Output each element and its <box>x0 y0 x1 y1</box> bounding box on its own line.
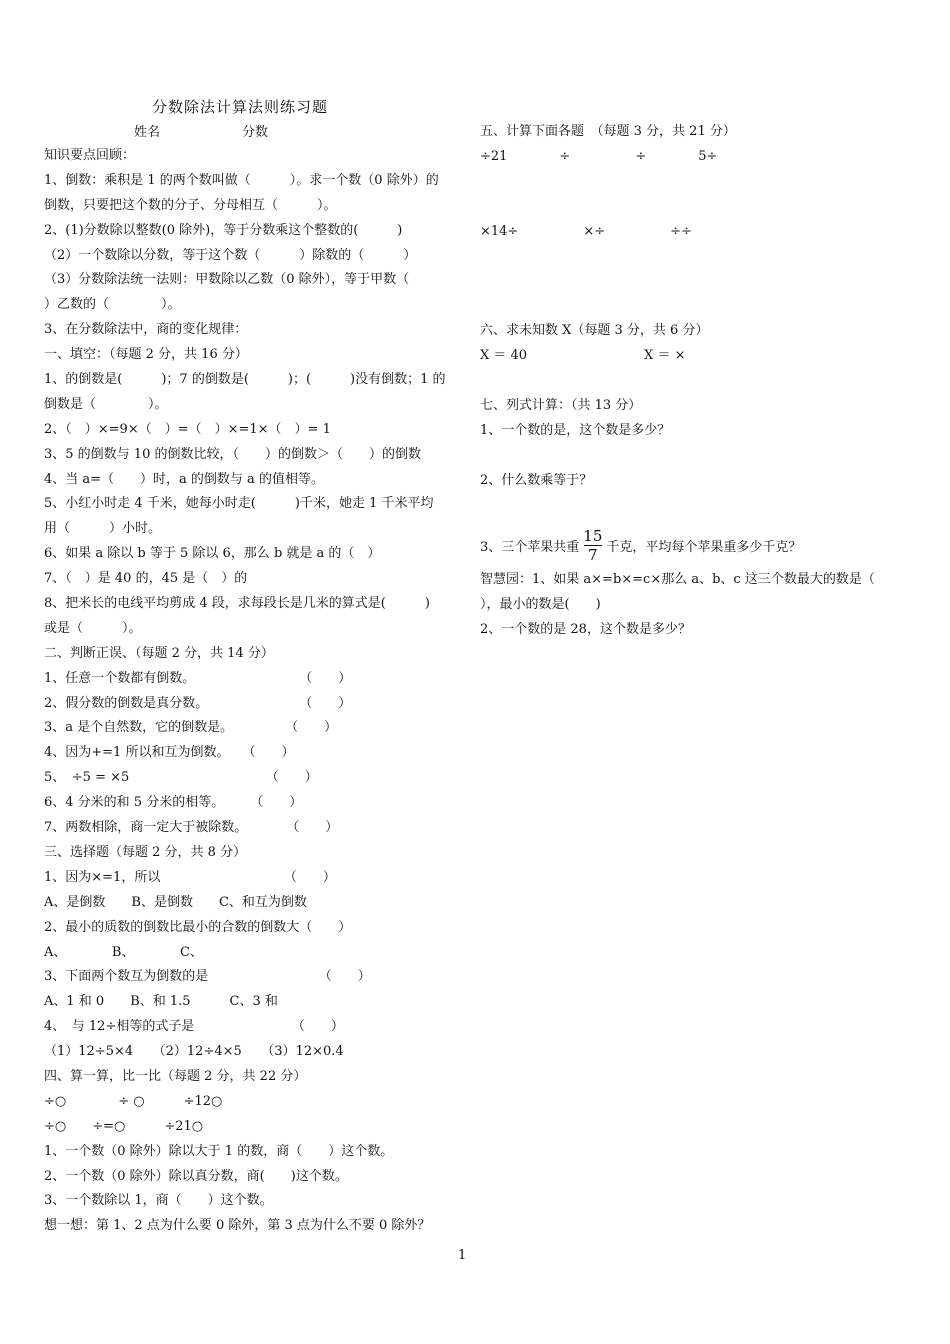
text-line: ÷21 ÷ ÷ 5÷ <box>480 148 718 164</box>
fraction <box>581 527 604 564</box>
text-line: 2、假分数的倒数是真分数。 （ ） <box>44 695 352 711</box>
section-heading: 三、选择题（每题 2 分，共 8 分） <box>44 844 247 860</box>
text-line: X ＝ 40 X ＝ × <box>480 348 686 364</box>
text-line: 7、两数相除，商一定大于被除数。 （ ） <box>44 820 339 836</box>
text-line: A、1 和 0 B、和 1.5 C、3 和 <box>44 994 278 1010</box>
blank-space <box>480 244 900 294</box>
text-line: 1、倒数：乘积是 1 的两个数叫做（ ）。求一个数（0 除外）的 <box>44 172 439 188</box>
text-line: 或是（ ）。 <box>44 620 142 636</box>
text-line: 7、（ ）是 40 的，45 是（ ）的 <box>44 571 248 587</box>
text-line: 想一想：第 1、2 点为什么要 0 除外，第 3 点为什么不要 0 除外？ <box>44 1218 431 1234</box>
left-column <box>44 144 454 1239</box>
text-line <box>480 522 900 568</box>
question-text: 3、三个苹果共重 <box>480 539 580 555</box>
text-line: 智慧园：1、如果 a×=b×=c×那么 a、b、c 这三个数最大的数是（ <box>480 572 875 588</box>
text-line: 6、4 分米的和 5 分米的相等。 （ ） <box>44 795 303 811</box>
text-line: A、是倒数 B、是倒数 C、和互为倒数 <box>44 894 307 910</box>
section-heading: 五、计算下面各题 （每题 3 分，共 21 分） <box>480 124 736 139</box>
text-line: 1、一个数的是，这个数是多少？ <box>480 422 671 438</box>
text-line: 6、如果 a 除以 b 等于 5 除以 6，那么 b 就是 a 的（ ） <box>44 546 381 562</box>
text-line: 1、因为×=1，所以 （ ） <box>44 869 336 885</box>
page-title: 分数除法计算法则练习题 <box>152 98 329 116</box>
text-line: 3、一个数除以 1，商（ ）这个数。 <box>44 1193 273 1209</box>
text-line: ÷○ ÷ ○ ÷12○ <box>44 1093 223 1109</box>
score-label: 分数 <box>242 125 269 140</box>
text-line: 8、把米长的电线平均剪成 4 段，求每段长是几米的算式是( ) <box>44 596 430 612</box>
question-text: 千克，平均每个苹果重多少千克？ <box>606 539 802 555</box>
text-line: 2、一个数（0 除外）除以真分数，商( )这个数。 <box>44 1168 348 1184</box>
section-heading: 六、求未知数 X（每题 3 分，共 6 分） <box>480 323 709 339</box>
text-line: 3、a 是个自然数，它的倒数是。 （ ） <box>44 720 338 736</box>
text-line: 2、什么数乘等于？ <box>480 472 593 488</box>
section-heading: 二、判断正误、（每题 2 分，共 14 分） <box>44 645 274 661</box>
text-line: 4、 与 12÷相等的式子是 （ ） <box>44 1019 344 1035</box>
text-line: 5、小红小时走 4 千米，她每小时走( )千米，她走 1 千米平均 <box>44 496 434 512</box>
text-line: 倒数，只要把这个数的分子、分母相互（ ）。 <box>44 197 337 213</box>
text-line: （2）一个数除以分数，等于这个数（ ）除数的（ ） <box>44 247 417 263</box>
text-line: 1、一个数（0 除外）除以大于 1 的数，商（ ）这个数。 <box>44 1143 394 1159</box>
text-line: 3、5 的倒数与 10 的倒数比较，（ ）的倒数＞（ ）的倒数 <box>44 446 421 462</box>
text-line: （1）12÷5×4 （2）12÷4×5 （3）12×0.4 <box>44 1044 344 1060</box>
blank-space <box>480 493 900 518</box>
blank-space <box>480 444 900 469</box>
text-line: 5、 ÷5 = ×5 （ ） <box>44 770 318 786</box>
text-line: 2、最小的质数的倒数比最小的合数的倒数大（ ） <box>44 919 352 935</box>
text-line: ）乙数的（ ）。 <box>44 297 181 313</box>
text-line: 2、（ ）×=9×（ ）=（ ）×=1×（ ）= 1 <box>44 421 331 437</box>
section-heading: 一、填空：（每题 2 分，共 16 分） <box>44 347 248 363</box>
blank-space <box>480 369 900 394</box>
text-line: 1、的倒数是( )；7 的倒数是( )；( )没有倒数；1 的 <box>44 372 446 388</box>
text-line: （3）分数除法统一法则：甲数除以乙数（0 除外），等于甲数（ <box>44 272 410 288</box>
text-line: 知识要点回顾： <box>44 148 136 163</box>
text-line: 4、因为+=1 所以和互为倒数。 （ ） <box>44 745 295 761</box>
text-line: 1、任意一个数都有倒数。 （ ） <box>44 670 352 686</box>
text-line: 倒数是（ ）。 <box>44 396 168 412</box>
text-line: 2、一个数的是 28，这个数是多少？ <box>480 622 691 638</box>
text-line: 3、在分数除法中，商的变化规律： <box>44 322 248 338</box>
text-line: 4、当 a=（ ）时，a 的倒数与 a 的值相等。 <box>44 471 324 487</box>
fraction-denominator: 7 <box>588 545 598 564</box>
blank-space <box>480 170 900 220</box>
text-line: ÷○ ÷=○ ÷21○ <box>44 1118 204 1134</box>
text-line: A、 B、 C、 <box>44 944 203 960</box>
name-label: 姓名 <box>134 125 161 140</box>
fraction-numerator: 15 <box>583 526 603 545</box>
section-heading: 七、列式计算：（共 13 分） <box>480 397 642 413</box>
text-line: 用（ ）小时。 <box>44 521 162 537</box>
text-line: 3、下面两个数互为倒数的是 （ ） <box>44 969 371 985</box>
right-column <box>480 120 900 643</box>
text-line: 2、(1)分数除以整数(0 除外)，等于分数乘这个整数的( ) <box>44 222 403 238</box>
page-number: 1 <box>458 1248 467 1263</box>
text-line: ×14÷ ×÷ ÷÷ <box>480 223 692 239</box>
blank-space <box>480 294 900 319</box>
section-heading: 四、算一算，比一比（每题 2 分，共 22 分） <box>44 1068 307 1084</box>
text-line: ），最小的数是( ) <box>480 597 601 613</box>
